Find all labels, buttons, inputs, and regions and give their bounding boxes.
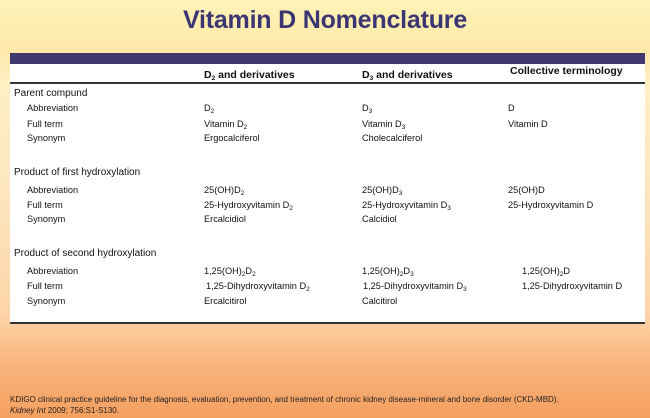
cell-subscript: 2 — [241, 271, 246, 278]
cell-text: 25(OH)D — [362, 185, 399, 195]
cell-text: Vitamin D — [204, 119, 244, 129]
table-row — [10, 103, 645, 117]
cell-subscript: 3 — [447, 205, 451, 212]
nomenclature-table — [10, 53, 645, 324]
row-label: Abbreviation — [27, 103, 79, 113]
cell-text: 25-Hydroxyvitamin D — [362, 200, 448, 210]
cell-d2 — [204, 185, 244, 195]
cell-d2 — [204, 119, 247, 129]
cell-d3: Calcitirol — [362, 296, 398, 306]
citation-line-1: KDIGO clinical practice guideline for the diagnosis, evaluation, prevention, and treatment of chronic kidney disease-mineral and bone disorder (CKD-MBD). — [10, 395, 559, 404]
cell-text: D — [362, 103, 369, 113]
row-label: Synonym — [27, 133, 66, 143]
table-row — [10, 200, 645, 214]
row-label: Synonym — [27, 296, 66, 306]
cell-text: D — [245, 266, 253, 276]
cell-subscript: 2 — [559, 271, 564, 278]
table-row — [10, 185, 645, 199]
header-subscript: 2 — [211, 75, 216, 82]
section-label-parent: Parent compund — [14, 88, 88, 99]
cell-subscript: 2 — [243, 124, 248, 131]
row-label: Synonym — [27, 214, 66, 224]
column-header-collective: Collective terminology — [510, 65, 623, 77]
page-title: Vitamin D Nomenclature — [182, 6, 468, 34]
cell-text: D — [204, 103, 211, 113]
table-header-bar — [10, 53, 645, 64]
cell-subscript: 3 — [398, 190, 403, 197]
cell-d2: Ercalcidiol — [204, 214, 246, 224]
cell-text: D — [563, 266, 571, 276]
cell-text: 1,25-Dihydroxyvitamin D — [206, 281, 307, 291]
cell-collective: D — [508, 103, 515, 113]
section-label-first-hydroxylation: Product of first hydroxylation — [14, 167, 141, 178]
header-text: D — [204, 69, 212, 81]
cell-subscript: 3 — [401, 124, 406, 131]
cell-subscript: 2 — [210, 108, 215, 115]
cell-text: 1,25(OH) — [522, 266, 560, 276]
cell-subscript: 3 — [410, 271, 414, 278]
cell-text: 1,25(OH) — [204, 266, 242, 276]
citation-line-2 — [10, 405, 559, 416]
cell-subscript: 2 — [306, 286, 310, 293]
cell-collective: 25-Hydroxyvitamin D — [508, 200, 594, 210]
cell-collective — [522, 266, 570, 276]
row-label: Abbreviation — [27, 266, 79, 276]
cell-collective: 25(OH)D — [508, 185, 545, 195]
cell-collective: 1,25-Dihydroxyvitamin D — [522, 281, 623, 291]
cell-subscript: 2 — [399, 271, 404, 278]
cell-d3 — [362, 266, 414, 276]
row-label: Full term — [27, 119, 63, 129]
row-label: Full term — [27, 200, 63, 210]
cell-d3: Calcidiol — [362, 214, 397, 224]
cell-subscript: 3 — [463, 286, 467, 293]
cell-text: 1,25(OH) — [362, 266, 400, 276]
cell-subscript: 2 — [289, 205, 293, 212]
table-row — [10, 281, 645, 295]
cell-d3 — [362, 119, 405, 129]
cell-d2: Ergocalciferol — [204, 133, 260, 143]
citation-details: 2009; 756:S1-S130. — [45, 406, 119, 415]
header-text: D — [362, 69, 370, 81]
header-text: and derivatives — [215, 69, 295, 81]
cell-text: 25(OH)D — [204, 185, 241, 195]
cell-subscript: 3 — [368, 108, 373, 115]
cell-collective: Vitamin D — [508, 119, 548, 129]
cell-d2 — [204, 103, 214, 113]
cell-text: D — [403, 266, 411, 276]
cell-text: 1,25-Dihydroxyvitamin D — [363, 281, 464, 291]
cell-d3 — [362, 200, 451, 210]
table-row — [10, 214, 645, 228]
cell-subscript: 2 — [240, 190, 245, 197]
header-text: and derivatives — [373, 69, 453, 81]
table-row — [10, 296, 645, 310]
cell-text: 25-Hydroxyvitamin D — [204, 200, 290, 210]
cell-d2 — [206, 281, 310, 291]
citation-journal: Kidney Int — [10, 406, 46, 415]
table-row — [10, 133, 645, 147]
cell-d3 — [362, 185, 402, 195]
row-label: Abbreviation — [27, 185, 79, 195]
cell-d2: Ercalcitirol — [204, 296, 247, 306]
section-label-second-hydroxylation: Product of second hydroxylation — [14, 248, 157, 259]
cell-subscript: 2 — [252, 271, 256, 278]
table-header-row — [10, 64, 645, 84]
cell-d2 — [204, 200, 293, 210]
cell-d3 — [362, 103, 372, 113]
column-header-d2 — [204, 69, 295, 81]
table-row — [10, 266, 645, 280]
cell-d2 — [204, 266, 256, 276]
cell-text: Vitamin D — [362, 119, 402, 129]
table-row — [10, 119, 645, 133]
row-label: Full term — [27, 281, 63, 291]
header-subscript: 3 — [369, 75, 374, 82]
cell-d3: Cholecalciferol — [362, 133, 423, 143]
cell-d3 — [363, 281, 467, 291]
column-header-d3 — [362, 69, 453, 81]
citation — [10, 394, 559, 416]
